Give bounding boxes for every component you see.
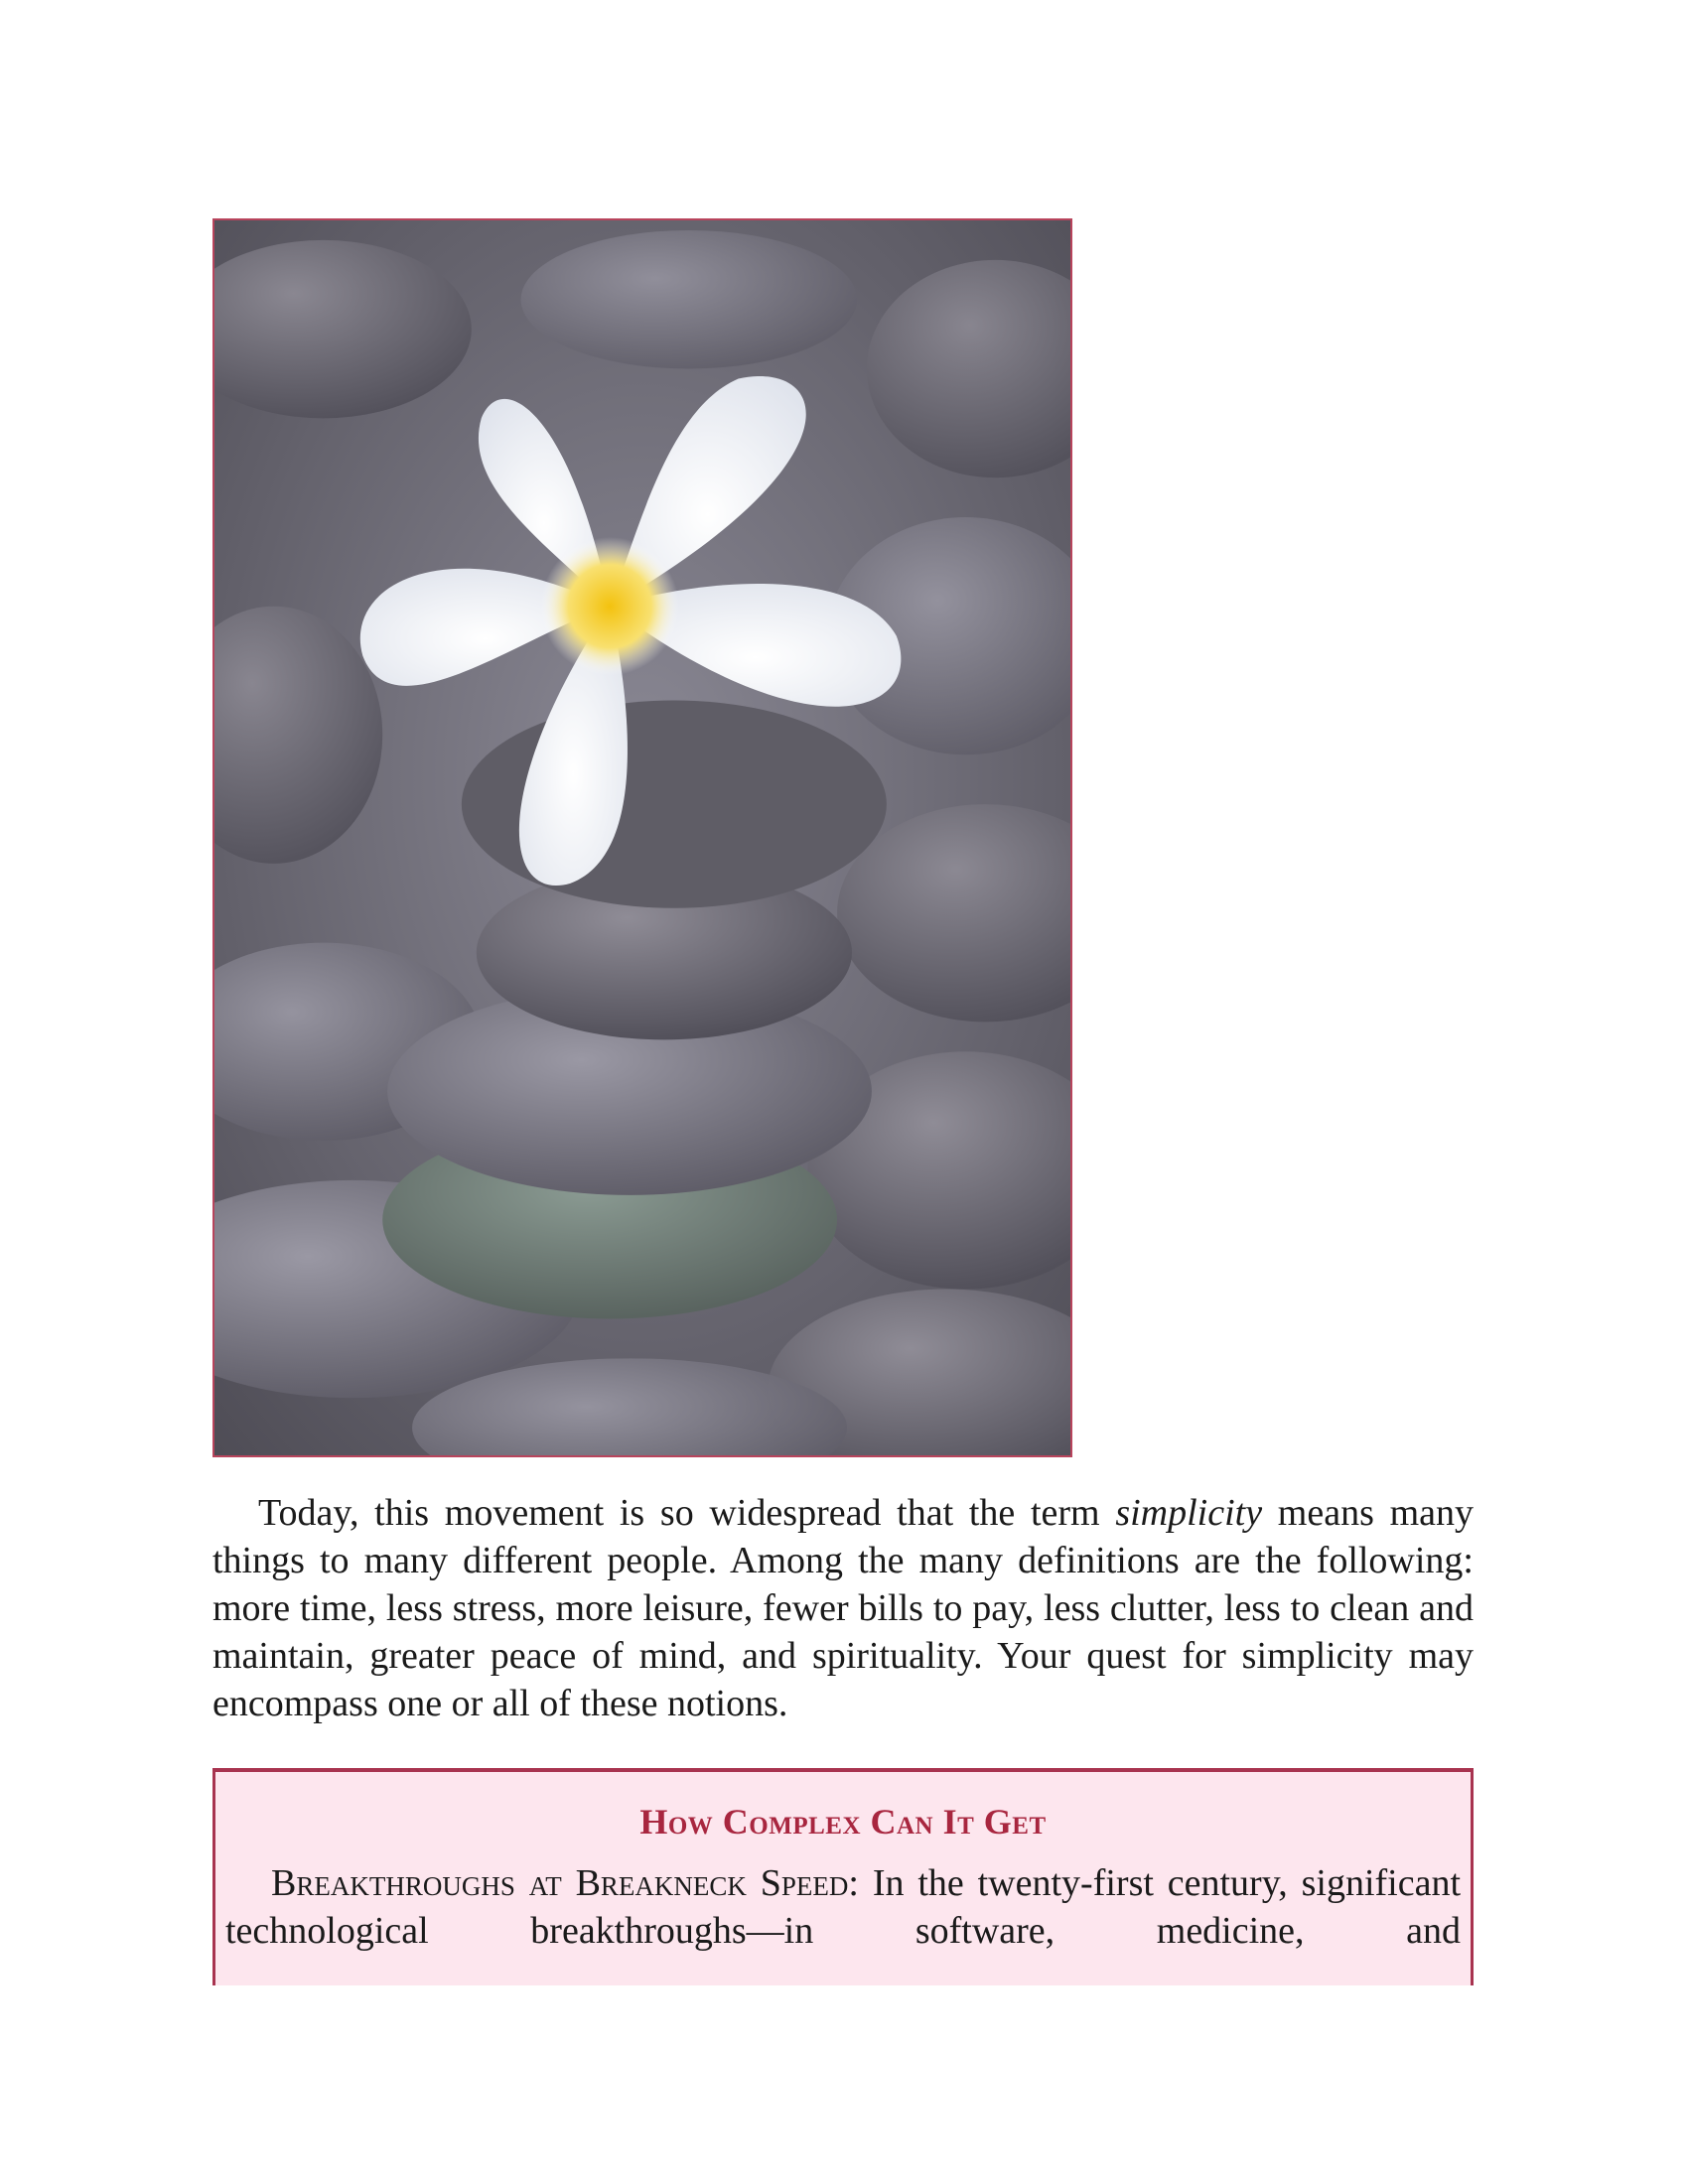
body-text-start: Today, this movement is so widespread that the term (258, 1492, 1116, 1534)
sidebar-paragraph (225, 1859, 1461, 1955)
sidebar-box (212, 1768, 1474, 1985)
flower-stones-photo (212, 218, 1072, 1457)
body-paragraph (212, 1489, 1474, 1727)
sidebar-title: How Complex Can It Get (639, 1802, 1047, 1842)
photo-illustration (214, 220, 1070, 1455)
sidebar-lead-in: Breakthroughs at Breakneck Speed: (271, 1862, 859, 1904)
body-text-rest: means many things to many different people. Among the many definitions are the following: more time, less stress, more leisure, fewer bills to pay, less clutter, less to clean and maintain, greater peace of mind, and spirituality. Your quest for simplicity may encompass one or all of these notions. (212, 1492, 1474, 1724)
emphasis-simplicity: simplicity (1115, 1492, 1263, 1534)
sidebar-body-text: In the twenty-first century, significant technological breakthroughs—in software, medicine, and (225, 1862, 1462, 1952)
